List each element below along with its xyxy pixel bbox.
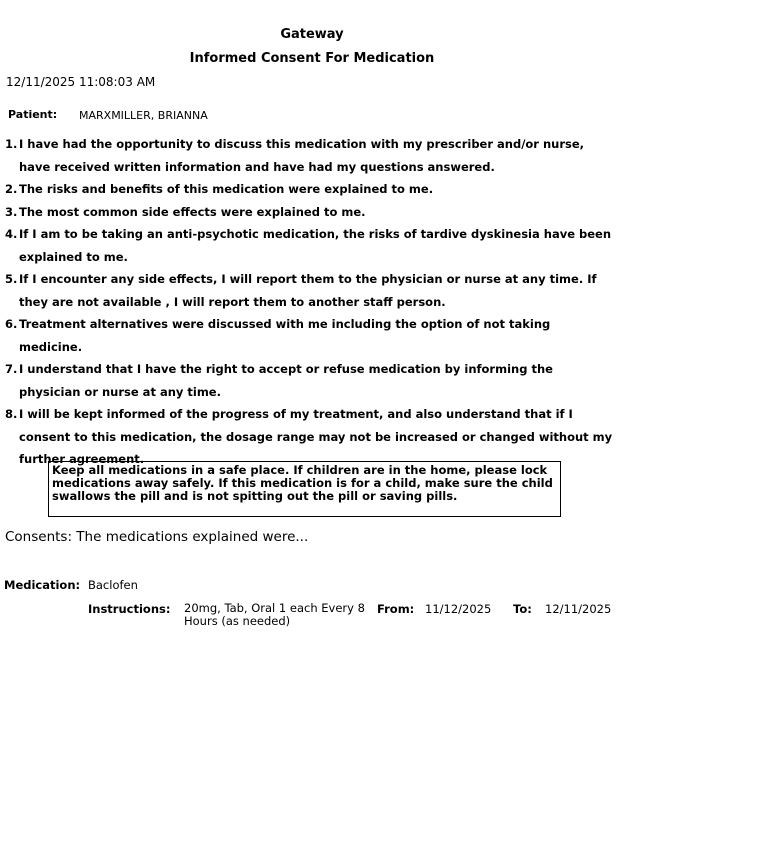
consent-item-text: I understand that I have the right to accept or refuse medication by informing the physician or nurse at any time. — [19, 362, 553, 399]
consent-item-text: The risks and benefits of this medication were explained to me. — [19, 182, 434, 196]
consent-items-list — [5, 133, 617, 471]
consent-item — [5, 358, 617, 403]
to-date: 12/11/2025 — [545, 602, 612, 616]
consent-item — [5, 178, 617, 201]
from-label: From: — [377, 602, 415, 616]
instructions-label: Instructions: — [88, 602, 171, 616]
consent-item — [5, 201, 617, 224]
consent-item-number: 7. — [5, 362, 18, 376]
consent-item — [5, 268, 617, 313]
consent-item-text: The most common side effects were explained to me. — [19, 204, 366, 219]
patient-name: MARXMILLER, BRIANNA — [79, 109, 208, 122]
consent-item-text: I will be kept informed of the progress of my treatment, and also understand that if I consent to this medication, the dosage range may not be increased or changed without my further agreement. — [19, 407, 613, 466]
from-date: 11/12/2025 — [425, 602, 492, 616]
consent-item-number: 4. — [5, 227, 18, 241]
consent-item — [5, 133, 617, 178]
medication-name: Baclofen — [88, 578, 138, 592]
consent-item-text: I have had the opportunity to discuss this medication with my prescriber and/or nurse, have received written information and have had my questions answered. — [19, 137, 585, 174]
consent-item-number: 3. — [5, 204, 18, 219]
consent-item — [5, 313, 617, 358]
to-label: To: — [513, 602, 532, 616]
org-title: Gateway — [280, 27, 344, 42]
consent-item-number: 5. — [5, 272, 18, 286]
consents-text: Consents: The medications explained were... — [5, 529, 309, 545]
patient-label: Patient: — [8, 108, 58, 121]
consent-item-number: 1. — [5, 137, 18, 151]
timestamp: 12/11/2025 11:08:03 AM — [6, 75, 156, 89]
consent-item-number: 8. — [5, 407, 18, 421]
medication-label: Medication: — [4, 578, 81, 592]
consent-item-text: If I am to be taking an anti-psychotic medication, the risks of tardive dyskinesia have been explained to me. — [19, 227, 612, 264]
safety-notice-box: Keep all medications in a safe place. If children are in the home, please lock medications away safely. If this medication is for a child, make sure the child swallows the pill and is not spitting out the pill or saving pills. — [48, 461, 561, 517]
instructions-text: 20mg, Tab, Oral 1 each Every 8 Hours (as needed) — [184, 601, 365, 628]
consent-item-number: 6. — [5, 317, 18, 331]
consent-item-text: Treatment alternatives were discussed with me including the option of not taking medicine. — [19, 317, 551, 354]
consent-item-text: If I encounter any side effects, I will report them to the physician or nurse at any time. If they are not available , I will report them to another staff person. — [19, 272, 597, 309]
form-title: Informed Consent For Medication — [189, 51, 435, 66]
consent-item — [5, 223, 617, 268]
consent-item-number: 2. — [5, 182, 18, 196]
